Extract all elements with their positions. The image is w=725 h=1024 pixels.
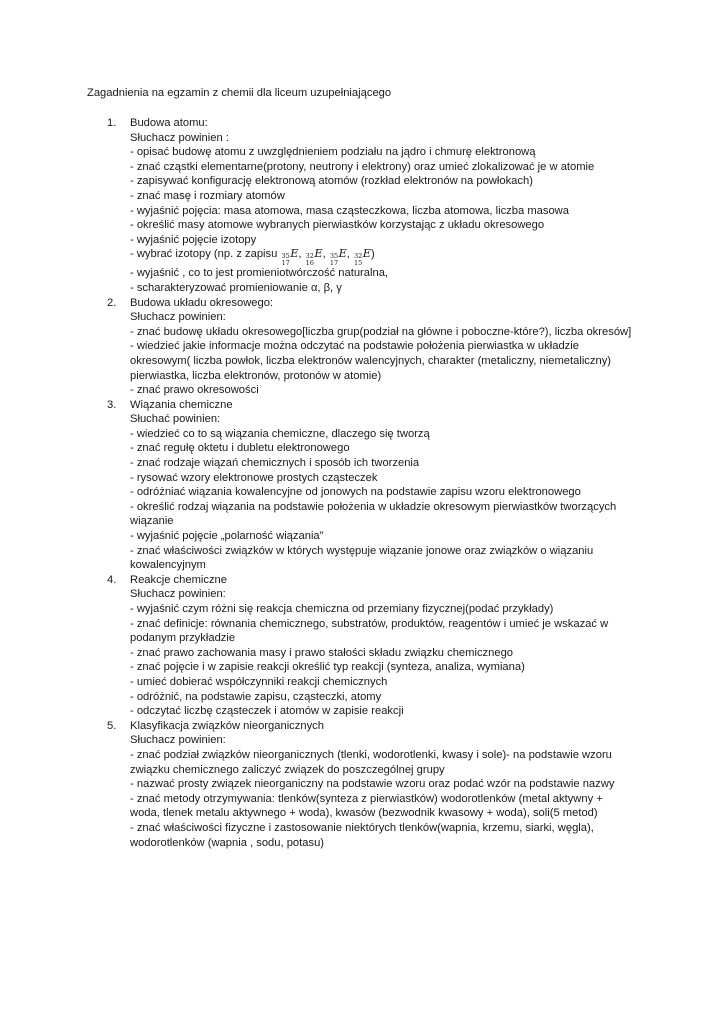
isotope-atomic-number: 16 (305, 258, 314, 267)
list-item-isotopes (130, 247, 635, 266)
list-item: - wyjaśnić , co to jest promieniotwórczość naturalna, (130, 267, 389, 280)
list-item: - znać masę i rozmiary atomów (130, 189, 285, 202)
section-5 (0, 719, 725, 850)
section-number: 5. (107, 719, 117, 732)
list-item: - znać cząstki elementarne(protony, neutrony i elektrony) oraz umieć zlokalizować je w atomie (130, 160, 595, 173)
isotope-symbol: E (362, 247, 371, 261)
document-title: Zagadnienia na egzamin z chemii dla liceum uzupełniającego (87, 87, 392, 99)
section-body (130, 398, 635, 573)
list-item: - wyjaśnić pojęcia: masa atomowa, masa cząsteczkowa, liczba atomowa, liczba masowa (130, 204, 569, 217)
isotope-mass-number: 32 (353, 252, 363, 261)
section-1 (0, 116, 725, 296)
list-item: - określić masy atomowe wybranych pierwiastków korzystając z układu okresowego (130, 219, 545, 232)
isotope-mass-number: 35 (329, 252, 339, 261)
section-heading: Budowa atomu: (130, 117, 208, 129)
section-intro: Słuchacz powinien: (130, 734, 226, 747)
section-4 (0, 573, 725, 719)
list-item: - znać właściwości związków w których występuje wiązanie jonowe oraz związków o wiązaniu kowalencyjnym (130, 544, 594, 572)
section-body (130, 116, 635, 296)
list-item: - rysować wzory elektronowe prostych cząsteczek (130, 471, 378, 484)
section-intro: Słuchacz powinien: (130, 311, 226, 324)
list-item: - znać pojęcie i w zapisie reakcji określić typ reakcji (synteza, analiza, wymiana) (130, 661, 525, 674)
list-item: - umieć dobierać współczynniki reakcji chemicznych (130, 675, 388, 688)
section-3 (0, 398, 725, 573)
isotope-mass-number: 32 (305, 252, 314, 261)
section-intro: Słuchacz powinien: (130, 588, 226, 601)
section-number: 1. (107, 117, 117, 129)
list-item: - znać budowę układu okresowego[liczba grup(podział na główne i poboczne-które?), liczba okresów] (130, 325, 632, 338)
list-item: - wiedzieć jakie informacje można odczytać na podstawie położenia pierwiastka w układzie okresowym( liczba powłok, liczba elektronów walencyjnych, charakter (metaliczny, niemetaliczny) pierwiastka, liczba elektronów, protonów w atomie) (130, 340, 612, 382)
isotope-separator: , (346, 248, 353, 261)
section-body (130, 573, 635, 719)
section-heading: Reakcje chemiczne (130, 573, 228, 586)
isotope-notation (354, 247, 371, 266)
list-item: - znać prawo zachowania masy i prawo stałości składu związku chemicznego (130, 646, 514, 659)
list-item: - odróżnić, na podstawie zapisu, cząsteczki, atomy (130, 690, 382, 703)
section-number: 2. (107, 296, 117, 309)
isotope-separator: , (298, 248, 305, 261)
section-intro: Słuchać powinien: (130, 413, 221, 426)
list-item: - opisać budowę atomu z uwzględnieniem podziału na jądro i chmurę elektronową (130, 146, 536, 159)
list-item: - wyjaśnić pojęcie izotopy (130, 233, 257, 246)
section-2 (0, 296, 725, 398)
isotope-atomic-number: 17 (329, 258, 339, 267)
isotope-notation (281, 247, 298, 266)
list-item: - znać rodzaje wiązań chemicznych i sposób ich tworzenia (130, 457, 420, 470)
section-intro: Słuchacz powinien : (130, 131, 229, 144)
list-item: - znać regułę oktetu i dubletu elektronowego (130, 442, 350, 455)
section-body (130, 296, 635, 398)
isotope-notation (306, 247, 323, 266)
section-heading: Budowa układu okresowego: (130, 296, 274, 309)
list-item: - znać właściwości fizyczne i zastosowanie niektórych tlenków(wapnia, krzemu, siarki, węgla), wodorotlenków (wapnia , sodu, potasu) (130, 821, 594, 849)
sections-list (0, 116, 725, 850)
list-item: - znać metody otrzymywania: tlenków(synteza z pierwiastków) wodorotlenków (metal aktywny + woda, tlenek metalu aktywnego + woda), kwasów (bezwodnik kwasowy + woda), soli(5 metod) (130, 792, 603, 820)
section-body (130, 719, 635, 850)
isotope-notation (330, 247, 347, 266)
list-item: - znać podział związków nieorganicznych (tlenki, wodorotlenki, kwasy i sole)- na podstawie wzoru związku chemicznego zaliczyć związek do poszczególnej grupy (130, 748, 612, 776)
isotope-mass-number: 35 (281, 252, 290, 261)
list-item: - scharakteryzować promieniowanie α, β, γ (130, 281, 342, 294)
isotope-separator: , (322, 248, 329, 261)
list-item: - znać prawo okresowości (130, 384, 259, 397)
isotope-suffix: ) (370, 248, 375, 261)
list-item: - nazwać prosty związek nieorganiczny na podstawie wzoru oraz podać wzór na podstawie nazwy (130, 778, 615, 791)
list-item: - zapisywać konfigurację elektronową atomów (rozkład elektronów na powłokach) (130, 175, 533, 188)
section-heading: Wiązania chemiczne (130, 398, 233, 411)
isotope-atomic-number: 17 (281, 258, 290, 267)
list-item: - określić rodzaj wiązania na podstawie położenia w układzie okresowym pierwiastków tworzących wiązanie (130, 500, 617, 528)
list-item: - wiedzieć co to są wiązania chemiczne, dlaczego się tworzą (130, 427, 430, 440)
isotope-prefix: - wybrać izotopy (np. z zapisu (130, 248, 281, 261)
isotope-atomic-number: 15 (353, 258, 363, 267)
section-number: 4. (107, 573, 117, 586)
isotope-symbol: E (314, 247, 323, 261)
section-number: 3. (107, 398, 117, 411)
list-item: - odczytać liczbę cząsteczek i atomów w zapisie reakcji (130, 705, 404, 718)
isotope-symbol: E (290, 247, 299, 261)
list-item: - wyjaśnić pojęcie „polarność wiązania” (130, 530, 324, 543)
isotope-symbol: E (338, 247, 347, 261)
list-item: - odróżniać wiązania kowalencyjne od jonowych na podstawie zapisu wzoru elektronowego (130, 486, 581, 499)
list-item: - wyjaśnić czym różni się reakcja chemiczna od przemiany fizycznej(podać przykłady) (130, 603, 554, 615)
section-heading: Klasyfikacja związków nieorganicznych (130, 719, 325, 732)
list-item: - znać definicje: równania chemicznego, substratów, produktów, reagentów i umieć je wskazać w podanym przykładzie (130, 617, 609, 645)
